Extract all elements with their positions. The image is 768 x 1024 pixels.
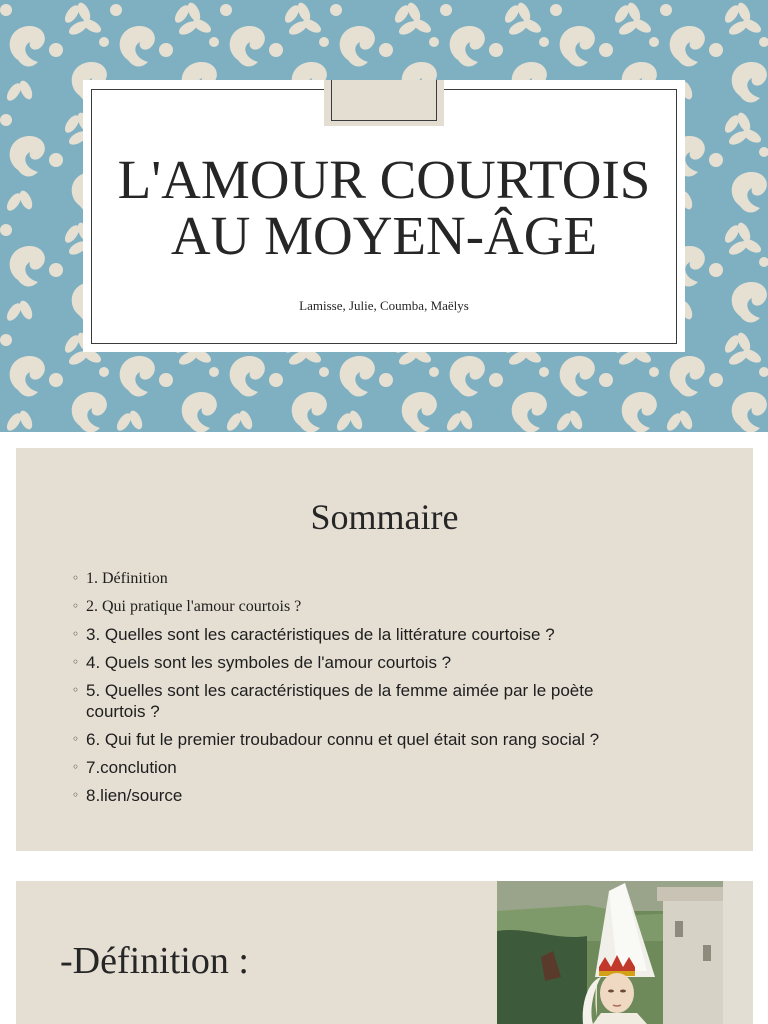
bullet-icon: ◦: [72, 655, 80, 669]
bullet-icon: ◦: [72, 599, 80, 613]
title-card-tab: [324, 80, 444, 126]
title-line-2: AU MOYEN-ÂGE: [170, 205, 598, 266]
bullet-icon: ◦: [72, 683, 80, 697]
list-item: ◦ 2. Qui pratique l'amour courtois ?: [72, 598, 302, 615]
list-item: ◦ 3. Quelles sont les caractéristiques de la littérature courtoise ?: [72, 625, 555, 644]
summary-list: [72, 568, 712, 813]
definition-title: -Définition :: [60, 940, 249, 982]
list-item: ◦ 6. Qui fut le premier troubadour connu et quel était son rang social ?: [72, 730, 600, 749]
title-card: [83, 80, 685, 352]
definition-slide: [16, 881, 753, 1024]
bullet-icon: ◦: [72, 760, 80, 774]
bullet-icon: ◦: [72, 788, 80, 802]
presentation-title: [83, 149, 685, 266]
list-item: ◦ 1. Définition: [72, 570, 168, 587]
authors-subtitle: Lamisse, Julie, Coumba, Maëlys: [299, 298, 469, 313]
bullet-icon: ◦: [72, 571, 80, 585]
list-item: ◦ 5. Quelles sont les caractéristiques de la femme aimée par le poète courtois ?: [72, 681, 594, 721]
title-slide: [0, 0, 768, 432]
list-item: ◦ 4. Quels sont les symboles de l'amour courtois ?: [72, 653, 452, 672]
summary-title: Sommaire: [310, 497, 459, 537]
summary-slide: [16, 448, 753, 851]
list-item: ◦ 7.conclution: [72, 758, 177, 777]
list-item: ◦ 8.lien/source: [72, 786, 183, 805]
bullet-icon: ◦: [72, 627, 80, 641]
bullet-icon: ◦: [72, 732, 80, 746]
title-line-1: L'AMOUR COURTOIS: [117, 149, 651, 210]
medieval-lady-illustration: [497, 881, 753, 1024]
